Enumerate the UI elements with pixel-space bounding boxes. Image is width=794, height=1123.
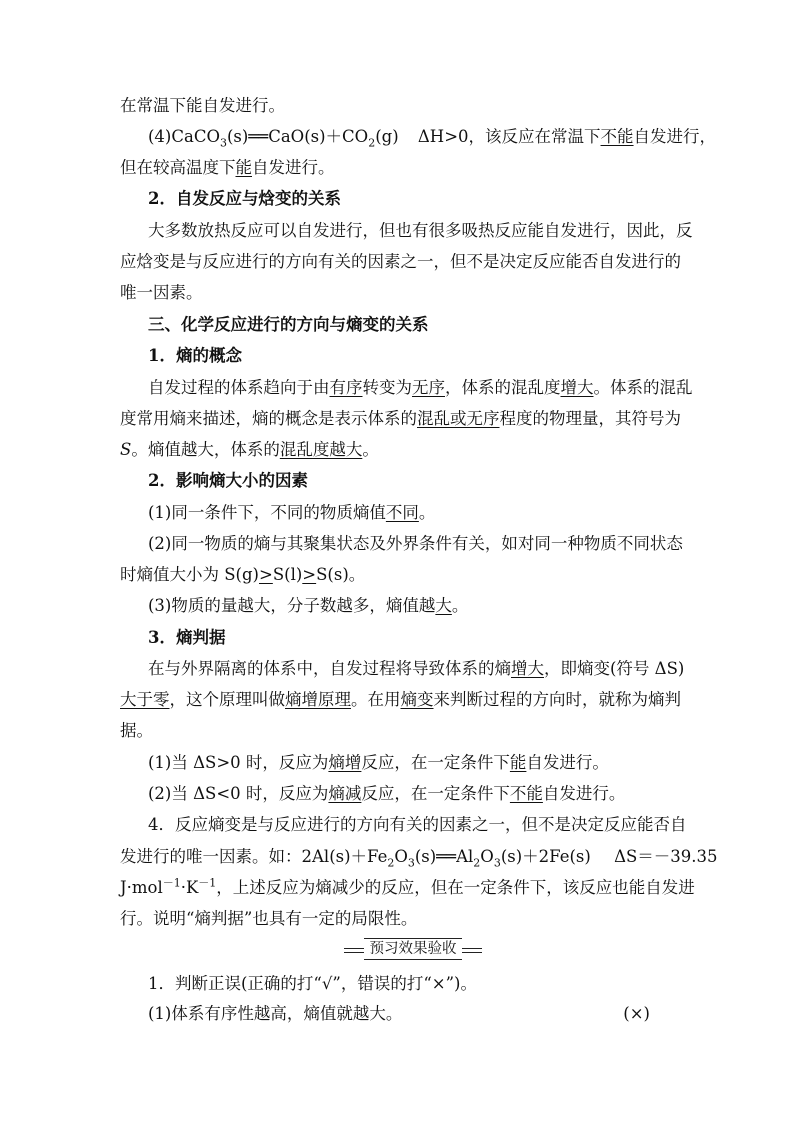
paragraph-line: $J\cdot mol^{-1}\cdot K^{-1}$，上述反应为熵减少的反应，但在一定条件下，该反应也能自发进: [120, 876, 695, 897]
paragraph-line: (2)同一物质的熵与其聚集状态及外界条件有关，如对同一种物质不同状态: [148, 534, 683, 553]
paragraph-line: 时熵值大小为 S(g)>S(l)>S(s)。: [120, 565, 366, 584]
banner-left-rule: [344, 948, 364, 953]
paragraph-line: 度常用熵来描述，熵的概念是表示体系的混乱或无序程度的物理量，其符号为: [120, 409, 681, 428]
equation-line: $(4)CaCO_3(s)══CaO(s)+CO_2(g)$ ΔH>0，该反应在常温下不能自发进行，: [148, 127, 717, 150]
banner-title: 预习效果验收: [364, 938, 462, 960]
section-heading: 2．自发反应与焓变的关系: [148, 189, 341, 208]
section-heading: 三、化学反应进行的方向与熵变的关系: [148, 315, 429, 334]
paragraph-line: (2)当 ΔS<0 时，反应为熵减反应，在一定条件下不能自发进行。: [148, 784, 626, 803]
paragraph-line: 4．反应熵变是与反应进行的方向有关的因素之一，但不是决定反应能否自: [148, 815, 687, 834]
paragraph-line: 唯一因素。: [120, 283, 203, 302]
paragraph-line: 行。说明“熵判据”也具有一定的局限性。: [120, 909, 418, 928]
question-item: [148, 1002, 650, 1026]
question-line: 1．判断正误(正确的打“√”，错误的打“×”)。: [148, 974, 477, 993]
section-heading: 3．熵判据: [148, 628, 226, 647]
banner-right-rule: [462, 948, 482, 953]
paragraph-line: (1)同一条件下，不同的物质熵值不同。: [148, 503, 436, 522]
paragraph-line: S。熵值越大，体系的混乱度越大。: [120, 440, 379, 459]
paragraph-line: 但在较高温度下能自发进行。: [120, 158, 335, 177]
paragraph-line: 应焓变是与反应进行的方向有关的因素之一，但不是决定反应能否自发进行的: [120, 252, 681, 271]
question-answer: (×): [623, 1004, 650, 1023]
paragraph-line: 大于零，这个原理叫做熵增原理。在用熵变来判断过程的方向时，就称为熵判: [120, 690, 681, 709]
paragraph-line: 据。: [120, 721, 153, 740]
paragraph-line: 自发过程的体系趋向于由有序转变为无序，体系的混乱度增大。体系的混乱: [148, 378, 693, 397]
question-text: (1)体系有序性越高，熵值就越大。: [148, 1004, 403, 1023]
section-heading: 1．熵的概念: [148, 346, 242, 365]
section-banner: [344, 938, 482, 960]
paragraph-line: (1)当 ΔS>0 时，反应为熵增反应，在一定条件下能自发进行。: [148, 753, 609, 772]
equation-line: 发进行的唯一因素。如：$2Al(s)+Fe_2O_3(s)══Al_2O_3(s)+2Fe(s)$ ΔS＝－39.35: [120, 847, 718, 870]
paragraph-line: 大多数放热反应可以自发进行，但也有很多吸热反应能自发进行，因此，反: [148, 221, 693, 240]
paragraph-line: 在常温下能自发进行。: [120, 96, 285, 115]
paragraph-line: 在与外界隔离的体系中，自发过程将导致体系的熵增大，即熵变(符号 ΔS): [148, 659, 685, 678]
section-heading: 2．影响熵大小的因素: [148, 471, 308, 490]
paragraph-line: (3)物质的量越大，分子数越多，熵值越大。: [148, 596, 469, 615]
